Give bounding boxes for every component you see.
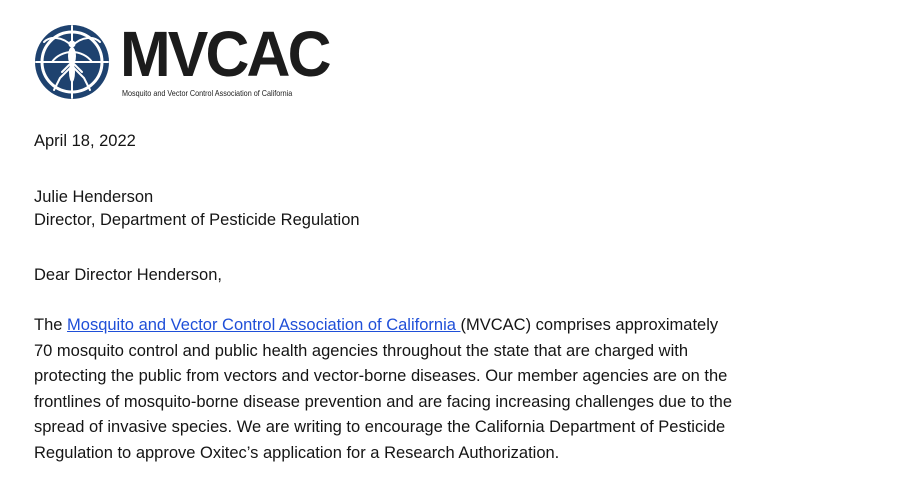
mosquito-crosshair-icon — [32, 22, 112, 102]
body-line-2: 70 mosquito control and public health agencies throughout the state that are charged with — [34, 341, 689, 360]
body-line-1-rest: (MVCAC) comprises approximately — [460, 316, 719, 334]
logo-wordmark: MVCAC — [120, 18, 329, 90]
body-paragraph — [34, 313, 864, 467]
body-line-1 — [34, 313, 864, 339]
letter-date: April 18, 2022 — [34, 132, 136, 150]
salutation: Dear Director Henderson, — [34, 266, 222, 284]
logo-tagline: Mosquito and Vector Control Association of California — [122, 88, 293, 98]
recipient-block — [34, 186, 360, 232]
mvcac-logo — [32, 18, 329, 102]
body-line-5: spread of invasive species. We are writing to encourage the California Department of Pesticide — [34, 418, 726, 437]
body-intro: The — [34, 316, 68, 334]
mvcac-link[interactable]: Mosquito and Vector Control Association of California — [67, 316, 461, 334]
body-line-3: protecting the public from vectors and vector-borne diseases. Our member agencies are on the — [34, 367, 728, 386]
body-line-4: frontlines of mosquito-borne disease prevention and are facing increasing challenges due to the — [34, 392, 733, 411]
recipient-title: Director, Department of Pesticide Regulation — [34, 211, 360, 229]
body-line-6: Regulation to approve Oxitec’s application for a Research Authorization. — [34, 443, 560, 462]
recipient-name: Julie Henderson — [34, 188, 154, 206]
